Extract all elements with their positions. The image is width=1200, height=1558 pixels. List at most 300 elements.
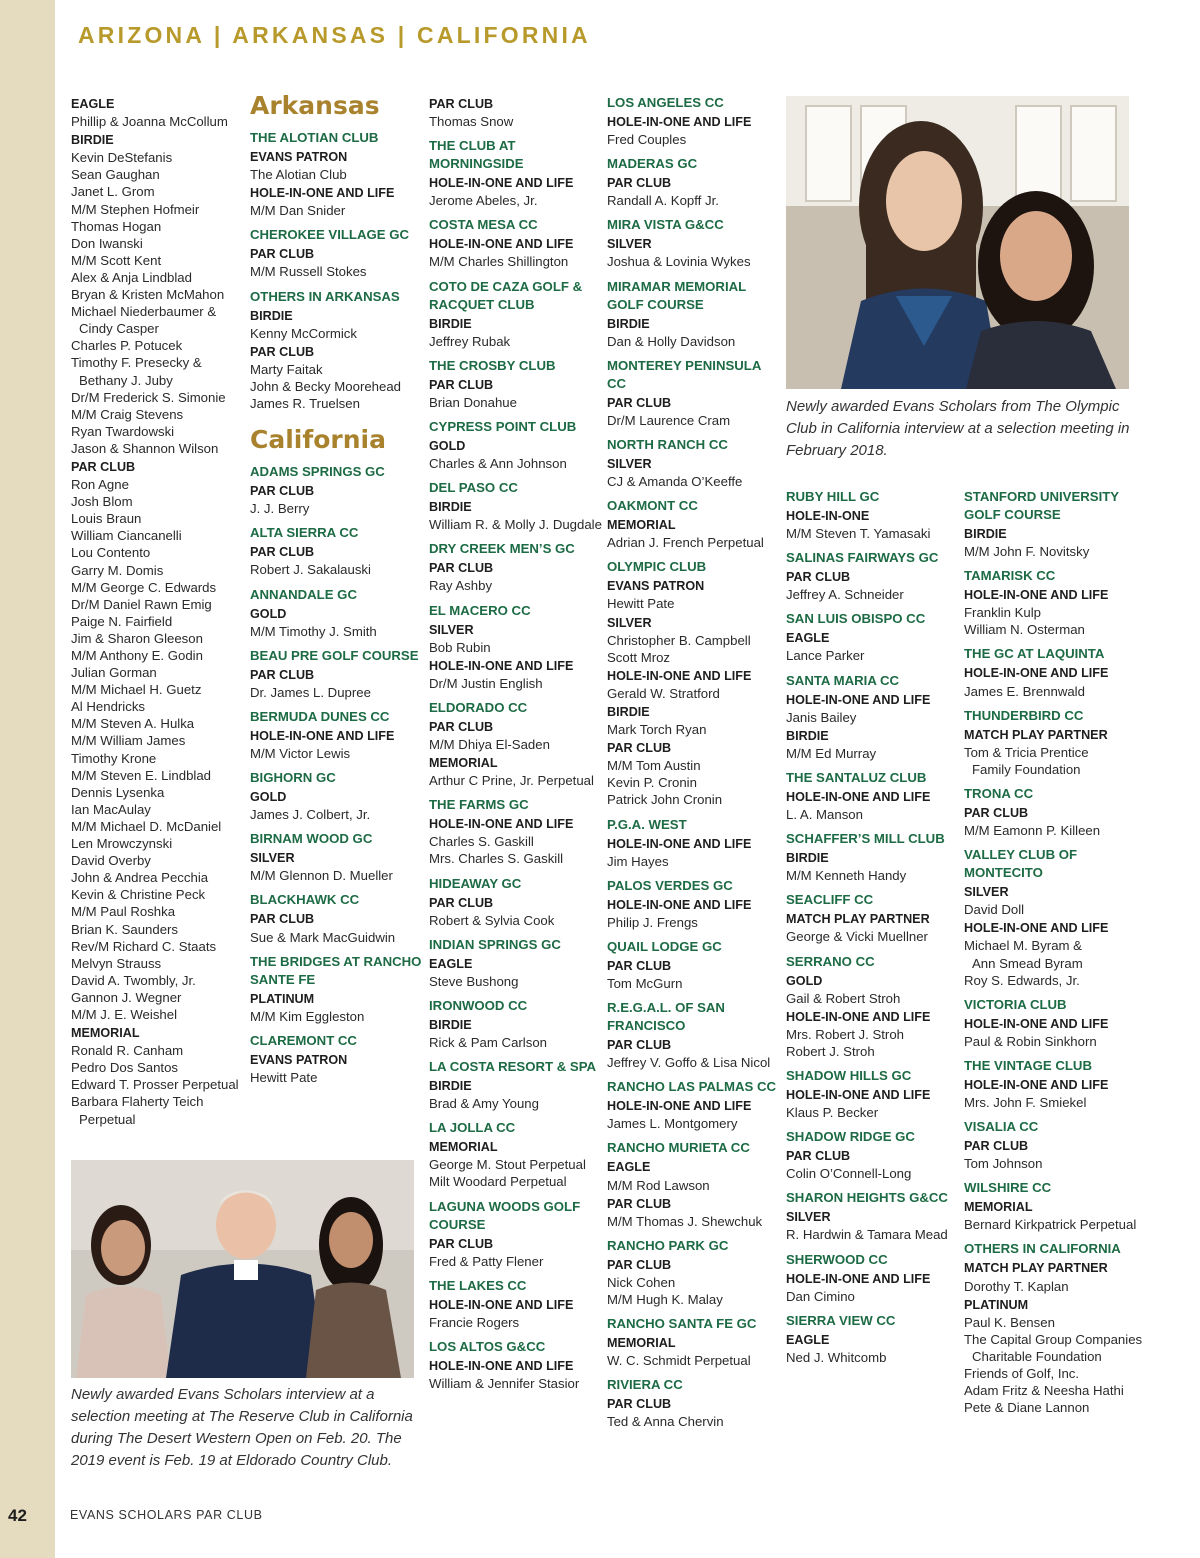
donor-name: Ned J. Whitcomb — [786, 1349, 887, 1365]
donor-name: M/M Russell Stokes — [250, 264, 367, 280]
club-name: STANFORD UNIVERSITY GOLF COURSE — [964, 489, 1119, 522]
donor-name: CJ & Amanda O’Keeffe — [607, 474, 743, 490]
club-name: ALTA SIERRA CC — [250, 525, 359, 541]
donor-name: Jim Hayes — [607, 853, 669, 869]
donor-name: Jeffrey A. Schneider — [786, 587, 904, 603]
giving-level-label: MATCH PLAY PARTNER — [786, 912, 930, 927]
donor-name: Timothy F. Presecky & — [71, 355, 202, 371]
club-name: SIERRA VIEW CC — [786, 1312, 896, 1328]
donor-name: Kevin P. Cronin — [607, 775, 697, 791]
donor-name: Ron Agne — [71, 477, 129, 493]
donor-name: J. J. Berry — [250, 501, 310, 517]
giving-level-label: SILVER — [429, 622, 474, 637]
donor-name-continued: Family Foundation — [972, 761, 1081, 777]
donor-name: Randall A. Kopff Jr. — [607, 193, 719, 209]
donor-name: Bob Rubin — [429, 639, 491, 655]
giving-level-label: PAR CLUB — [429, 895, 494, 910]
giving-level-label: PLATINUM — [964, 1297, 1029, 1312]
giving-level-label: MATCH PLAY PARTNER — [964, 727, 1108, 742]
giving-level-label: PAR CLUB — [250, 545, 315, 560]
club-name: BLACKHAWK CC — [250, 892, 360, 908]
donor-name: James J. Colbert, Jr. — [250, 807, 371, 823]
donor-name: Timothy Krone — [71, 750, 157, 766]
club-name: INDIAN SPRINGS GC — [429, 936, 561, 952]
donor-name: Mrs. Robert J. Stroh — [786, 1026, 904, 1042]
club-name: SCHAFFER’S MILL CLUB — [786, 831, 945, 847]
giving-level-label: BIRDIE — [429, 316, 472, 331]
donor-name: M/M Michael H. Guetz — [71, 682, 202, 698]
donor-name: L. A. Manson — [786, 807, 863, 823]
club-name: SAN LUIS OBISPO CC — [786, 611, 926, 627]
donor-name: Philip J. Frengs — [607, 914, 698, 930]
giving-level-label: EAGLE — [429, 956, 473, 971]
donor-name: Charles & Ann Johnson — [429, 456, 567, 472]
donor-name: Janis Bailey — [786, 709, 857, 725]
donor-name: Franklin Kulp — [964, 605, 1041, 621]
donor-name: R. Hardwin & Tamara Mead — [786, 1227, 948, 1243]
donor-name: Ronald R. Canham — [71, 1043, 184, 1059]
giving-level-label: HOLE-IN-ONE AND LIFE — [964, 1016, 1109, 1031]
giving-level-label: EVANS PATRON — [250, 150, 348, 164]
club-name: QUAIL LODGE GC — [607, 938, 722, 954]
donor-name: M/M Glennon D. Mueller — [250, 868, 393, 884]
giving-level-label: BIRDIE — [429, 1079, 472, 1094]
donor-name: Dr/M Daniel Rawn Emig — [71, 596, 212, 612]
donor-name: Rev/M Richard C. Staats — [71, 938, 217, 954]
donor-name: Hewitt Pate — [607, 596, 675, 612]
giving-level-label: BIRDIE — [786, 851, 829, 866]
donor-name: Patrick John Cronin — [607, 792, 723, 808]
donor-name: Thomas Snow — [429, 114, 514, 130]
club-name: COTO DE CAZA GOLF & RACQUET CLUB — [429, 278, 583, 312]
donor-name: M/M Hugh K. Malay — [607, 1292, 723, 1308]
club-name: BIRNAM WOOD GC — [250, 831, 373, 847]
giving-level-label: HOLE-IN-ONE AND LIFE — [964, 1077, 1109, 1092]
giving-level-label: MEMORIAL — [964, 1200, 1033, 1215]
olympic-club-photo-caption: Newly awarded Evans Scholars from The Olympic Club in California interview at a selection meeting in February 2018. — [786, 398, 1130, 459]
donor-name: Gail & Robert Stroh — [786, 990, 901, 1006]
donor-name: Jason & Shannon Wilson — [71, 440, 219, 456]
donor-name: Sue & Mark MacGuidwin — [250, 929, 396, 945]
club-name: HIDEAWAY GC — [429, 875, 522, 891]
donor-name: Paul K. Bensen — [964, 1314, 1055, 1330]
donor-name: John & Andrea Pecchia — [71, 870, 209, 886]
donor-name: George M. Stout Perpetual — [429, 1157, 586, 1173]
donor-name: William & Jennifer Stasior — [429, 1376, 580, 1392]
club-name: OTHERS IN CALIFORNIA — [964, 1241, 1121, 1257]
club-name: VISALIA CC — [964, 1119, 1039, 1135]
olympic-club-scholars-photo — [786, 96, 1129, 389]
donor-name: Nick Cohen — [607, 1274, 676, 1290]
giving-level-label: EVANS PATRON — [607, 579, 705, 594]
column-6 — [964, 488, 1143, 1416]
giving-level-label: GOLD — [786, 973, 823, 988]
donor-name: M/M J. E. Weishel — [71, 1006, 178, 1022]
giving-level-label: BIRDIE — [429, 500, 472, 515]
giving-level-label: PAR CLUB — [429, 377, 494, 392]
club-name: BIGHORN GC — [250, 770, 336, 786]
donor-name: Jim & Sharon Gleeson — [71, 630, 203, 646]
club-name: THUNDERBIRD CC — [964, 707, 1084, 723]
club-name: CLAREMONT CC — [250, 1032, 357, 1048]
donor-name: Bernard Kirkpatrick Perpetual — [964, 1217, 1137, 1233]
donor-name: Bryan & Kristen McMahon — [71, 287, 225, 303]
donor-name: Ted & Anna Chervin — [607, 1414, 724, 1430]
page-header-title: ARIZONA | ARKANSAS | CALIFORNIA — [78, 22, 591, 48]
club-name: RANCHO MURIETA CC — [607, 1140, 750, 1156]
giving-level-label: PLATINUM — [250, 991, 315, 1006]
donor-name: David Overby — [71, 853, 151, 869]
donor-name: John & Becky Moorehead — [250, 378, 402, 394]
donor-name: M/M Tom Austin — [607, 758, 701, 774]
donor-name: Dr/M Justin English — [429, 675, 543, 691]
donor-name: Mark Torch Ryan — [607, 722, 707, 738]
giving-level-label: SILVER — [250, 851, 295, 866]
giving-level-label: PAR CLUB — [607, 176, 672, 191]
giving-level-label: PAR CLUB — [786, 570, 851, 585]
reserve-club-scholars-photo — [71, 1160, 414, 1378]
club-name: ANNANDALE GC — [250, 586, 357, 602]
giving-level-label: HOLE-IN-ONE AND LIFE — [786, 789, 931, 804]
donor-name: William Ciancanelli — [71, 528, 182, 544]
donor-name: M/M Paul Roshka — [71, 904, 176, 920]
club-name: IRONWOOD CC — [429, 997, 528, 1013]
club-name: SHERWOOD CC — [786, 1251, 888, 1267]
donor-name: Dan Cimino — [786, 1288, 855, 1304]
state-heading: Arkansas — [250, 91, 380, 120]
donor-name: Melvyn Strauss — [71, 955, 162, 971]
club-name: LOS ALTOS G&CC — [429, 1338, 546, 1354]
donor-name: Dr. James L. Dupree — [250, 684, 371, 700]
club-name: SHADOW HILLS GC — [786, 1067, 912, 1083]
donor-name: Dr/M Laurence Cram — [607, 412, 731, 428]
giving-level-label: PAR CLUB — [429, 561, 494, 576]
donor-name: W. C. Schmidt Perpetual — [607, 1353, 751, 1369]
donor-name: M/M Eamonn P. Killeen — [964, 823, 1101, 839]
donor-name: M/M Dhiya El-Saden — [429, 736, 550, 752]
club-name: RUBY HILL GC — [786, 489, 880, 504]
giving-level-label: MEMORIAL — [429, 1140, 498, 1155]
donor-name-continued: Cindy Casper — [79, 321, 159, 337]
donor-name: Michael Niederbaumer & — [71, 304, 217, 320]
donor-name: The Alotian Club — [250, 167, 347, 183]
donor-name: Milt Woodard Perpetual — [429, 1174, 567, 1190]
giving-level-label: PAR CLUB — [429, 1236, 494, 1251]
club-name: RIVIERA CC — [607, 1377, 683, 1393]
donor-name: Kevin & Christine Peck — [71, 887, 206, 903]
donor-name: Charles S. Gaskill — [429, 834, 534, 850]
giving-level-label: PAR CLUB — [71, 459, 136, 474]
donor-name: Gerald W. Stratford — [607, 685, 720, 701]
giving-level-label: HOLE-IN-ONE AND LIFE — [786, 1009, 931, 1024]
club-name: LOS ANGELES CC — [607, 95, 724, 110]
giving-level-label: SILVER — [607, 237, 652, 252]
donor-name: Dan & Holly Davidson — [607, 333, 736, 349]
club-name: MIRAMAR MEMORIAL GOLF COURSE — [607, 278, 746, 312]
giving-level-label: BIRDIE — [607, 316, 650, 331]
column-3 — [429, 94, 601, 1392]
donor-name: Paul & Robin Sinkhorn — [964, 1033, 1097, 1049]
giving-level-label: EAGLE — [607, 1160, 651, 1175]
donor-name: David A. Twombly, Jr. — [71, 972, 196, 988]
donor-name: M/M John F. Novitsky — [964, 544, 1090, 560]
club-name: CHEROKEE VILLAGE GC — [250, 227, 409, 243]
club-name: P.G.A. WEST — [607, 816, 687, 832]
giving-level-label: MEMORIAL — [429, 756, 498, 771]
donor-name: Michael M. Byram & — [964, 938, 1082, 954]
donor-name: Sean Gaughan — [71, 167, 160, 183]
giving-level-label: HOLE-IN-ONE AND LIFE — [250, 728, 395, 743]
donor-name: Fred Couples — [607, 132, 687, 148]
donor-name: M/M Steven A. Hulka — [71, 716, 195, 732]
giving-level-label: EAGLE — [786, 631, 830, 646]
donor-name: Rick & Pam Carlson — [429, 1035, 547, 1050]
donor-name: James L. Montgomery — [607, 1116, 738, 1132]
donor-name: M/M Victor Lewis — [250, 745, 351, 761]
club-name: THE GC AT LAQUINTA — [964, 646, 1105, 662]
giving-level-label: PAR CLUB — [964, 805, 1029, 820]
club-name: LAGUNA WOODS GOLF COURSE — [429, 1198, 581, 1232]
donor-name: Pedro Dos Santos — [71, 1060, 179, 1076]
donor-name: M/M Michael D. McDaniel — [71, 818, 222, 834]
donor-name-continued: Ann Smead Byram — [972, 955, 1083, 971]
donor-name: James E. Brennwald — [964, 683, 1085, 699]
giving-level-label: PAR CLUB — [250, 667, 315, 682]
giving-level-label: SILVER — [964, 885, 1009, 900]
donor-name: M/M Steven E. Lindblad — [71, 767, 212, 783]
club-name: TRONA CC — [964, 785, 1034, 801]
donor-name: Hewitt Pate — [250, 1069, 318, 1085]
club-name: DEL PASO CC — [429, 480, 518, 496]
club-name: DRY CREEK MEN’S GC — [429, 541, 575, 557]
donor-name: The Capital Group Companies — [964, 1331, 1143, 1347]
donor-name: M/M Craig Stevens — [71, 406, 184, 422]
donor-name: Ray Ashby — [429, 578, 493, 594]
giving-level-label: SILVER — [607, 615, 652, 630]
giving-level-label: PAR CLUB — [607, 958, 672, 973]
donor-name: Robert J. Sakalauski — [250, 562, 371, 578]
page-number: 42 — [8, 1506, 27, 1525]
club-name: MADERAS GC — [607, 156, 698, 172]
publication-name: EVANS SCHOLARS PAR CLUB — [70, 1508, 263, 1522]
giving-level-label: BIRDIE — [786, 728, 829, 743]
donor-name: Tom McGurn — [607, 976, 683, 991]
club-name: CYPRESS POINT CLUB — [429, 418, 577, 434]
donor-name: Charles P. Potucek — [71, 338, 183, 354]
club-name: BERMUDA DUNES CC — [250, 708, 390, 724]
donor-name: Jerome Abeles, Jr. — [429, 193, 538, 209]
donor-name: William N. Osterman — [964, 622, 1085, 638]
giving-level-label: HOLE-IN-ONE AND LIFE — [964, 666, 1109, 681]
giving-level-label: PAR CLUB — [607, 1397, 672, 1412]
giving-level-label: PAR CLUB — [607, 741, 672, 756]
donor-name: Colin O’Connell-Long — [786, 1166, 912, 1182]
club-name: OAKMONT CC — [607, 498, 698, 514]
donor-name: Brian K. Saunders — [71, 921, 179, 937]
club-name: EL MACERO CC — [429, 602, 531, 618]
donor-name: M/M Dan Snider — [250, 203, 346, 219]
donor-name: Steve Bushong — [429, 973, 519, 989]
club-name: RANCHO LAS PALMAS CC — [607, 1079, 776, 1095]
club-name: R.E.G.A.L. OF SAN FRANCISCO — [607, 1000, 725, 1034]
giving-level-label: PAR CLUB — [250, 912, 315, 927]
donor-name: George & Vicki Muellner — [786, 929, 928, 945]
giving-level-label: HOLE-IN-ONE AND LIFE — [429, 176, 574, 191]
donor-name: Don Iwanski — [71, 235, 143, 251]
giving-level-label: BIRDIE — [250, 308, 293, 323]
giving-level-label: HOLE-IN-ONE AND LIFE — [607, 1099, 752, 1114]
donor-name: Francie Rogers — [429, 1314, 520, 1330]
club-name: PALOS VERDES GC — [607, 877, 733, 893]
club-name: SALINAS FAIRWAYS GC — [786, 550, 939, 566]
giving-level-label: HOLE-IN-ONE AND LIFE — [607, 668, 752, 683]
giving-level-label: MEMORIAL — [607, 1336, 676, 1351]
giving-level-label: HOLE-IN-ONE AND LIFE — [429, 658, 574, 673]
donor-name: Lance Parker — [786, 648, 865, 664]
donor-name-continued: Bethany J. Juby — [79, 372, 173, 388]
club-name: OLYMPIC CLUB — [607, 559, 707, 575]
giving-level-label: PAR CLUB — [964, 1139, 1029, 1154]
donor-name: Jeffrey Rubak — [429, 333, 511, 349]
donor-name-continued: Perpetual — [79, 1111, 136, 1127]
club-name: ELDORADO CC — [429, 699, 528, 715]
donor-name: M/M Steven T. Yamasaki — [786, 526, 931, 542]
club-name: MONTEREY PENINSULA CC — [607, 357, 761, 391]
club-name: SHARON HEIGHTS G&CC — [786, 1190, 948, 1206]
giving-level-label: HOLE-IN-ONE AND LIFE — [964, 921, 1109, 936]
donor-name: M/M William James — [71, 733, 186, 749]
giving-level-label: BIRDIE — [71, 133, 114, 148]
giving-level-label: EVANS PATRON — [250, 1052, 348, 1067]
donor-name: Arthur C Prine, Jr. Perpetual — [429, 773, 594, 789]
donor-name: M/M Rod Lawson — [607, 1177, 710, 1193]
donor-name: M/M Stephen Hofmeir — [71, 201, 200, 217]
column-1 — [71, 94, 243, 1128]
giving-level-label: HOLE-IN-ONE AND LIFE — [786, 1087, 931, 1102]
club-name: THE LAKES CC — [429, 1277, 527, 1293]
donor-name: Tom Johnson — [964, 1156, 1043, 1172]
state-heading: California — [250, 425, 386, 455]
giving-level-label: SILVER — [607, 456, 652, 471]
donor-name: Kevin DeStefanis — [71, 150, 173, 166]
club-name: OTHERS IN ARKANSAS — [250, 288, 400, 304]
column-5 — [786, 488, 958, 1366]
donor-name: Christopher B. Campbell — [607, 632, 751, 648]
donor-name: Garry M. Domis — [71, 562, 164, 578]
club-name: SANTA MARIA CC — [786, 672, 900, 688]
donor-name: Julian Gorman — [71, 665, 157, 681]
giving-level-label: PAR CLUB — [607, 1196, 672, 1211]
giving-level-label: HOLE-IN-ONE AND LIFE — [429, 1297, 574, 1312]
donor-name: M/M Kenneth Handy — [786, 868, 907, 884]
donor-name: James R. Truelsen — [250, 396, 360, 412]
giving-level-label: PAR CLUB — [607, 1257, 672, 1272]
club-name: RANCHO PARK GC — [607, 1237, 729, 1253]
giving-level-label: HOLE-IN-ONE AND LIFE — [429, 817, 574, 832]
giving-level-label: MATCH PLAY PARTNER — [964, 1261, 1108, 1276]
donor-name: Paige N. Fairfield — [71, 613, 173, 629]
giving-level-label: PAR CLUB — [250, 484, 315, 499]
donor-name: M/M Anthony E. Godin — [71, 648, 203, 663]
donor-name: Al Hendricks — [71, 699, 146, 715]
club-name: THE ALOTIAN CLUB — [250, 130, 379, 145]
donor-name: Roy S. Edwards, Jr. — [964, 972, 1080, 988]
donor-name: M/M George C. Edwards — [71, 579, 217, 595]
donor-name: M/M Timothy J. Smith — [250, 623, 377, 639]
giving-level-label: PAR CLUB — [786, 1149, 851, 1164]
giving-level-label: HOLE-IN-ONE AND LIFE — [607, 897, 752, 912]
giving-level-label: HOLE-IN-ONE AND LIFE — [786, 1271, 931, 1286]
donor-name: M/M Scott Kent — [71, 252, 162, 268]
giving-level-label: HOLE-IN-ONE AND LIFE — [607, 115, 752, 129]
donor-name: Josh Blom — [71, 494, 133, 510]
giving-level-label: BIRDIE — [429, 1017, 472, 1032]
donor-name: Fred & Patty Flener — [429, 1253, 544, 1269]
donor-name: William R. & Molly J. Dugdale — [429, 517, 602, 533]
donor-name: Len Mrowczynski — [71, 836, 173, 852]
donor-name: Dorothy T. Kaplan — [964, 1278, 1069, 1294]
club-name: THE CROSBY CLUB — [429, 357, 556, 373]
donor-name: Dennis Lysenka — [71, 784, 165, 800]
donor-name: Jeffrey V. Goffo & Lisa Nicol — [607, 1055, 771, 1071]
giving-level-label: GOLD — [429, 438, 466, 453]
club-name: SERRANO CC — [786, 953, 875, 969]
donor-name: Marty Faitak — [250, 361, 323, 377]
giving-level-label: MEMORIAL — [607, 518, 676, 533]
giving-level-label: GOLD — [250, 606, 287, 621]
donor-name: Adrian J. French Perpetual — [607, 535, 764, 551]
donor-name: Louis Braun — [71, 511, 142, 527]
donor-name: Thomas Hogan — [71, 218, 162, 234]
donor-name: Phillip & Joanna McCollum — [71, 114, 228, 130]
giving-level-label: PAR CLUB — [607, 1038, 672, 1053]
club-name: MIRA VISTA G&CC — [607, 217, 724, 233]
giving-level-label: PAR CLUB — [250, 344, 315, 359]
club-name: TAMARISK CC — [964, 568, 1056, 584]
donor-name: M/M Thomas J. Shewchuk — [607, 1213, 763, 1229]
side-band — [0, 0, 55, 1558]
giving-level-label: PAR CLUB — [429, 97, 494, 111]
donor-name: Mrs. Charles S. Gaskill — [429, 851, 564, 867]
donor-name: Brian Donahue — [429, 394, 517, 410]
giving-level-label: HOLE-IN-ONE AND LIFE — [964, 588, 1109, 603]
club-name: VALLEY CLUB OF MONTECITO — [964, 847, 1078, 881]
donor-name: Dr/M Frederick S. Simonie — [71, 389, 226, 405]
donor-name: Edward T. Prosser Perpetual — [71, 1077, 239, 1093]
giving-level-label: BIRDIE — [964, 527, 1007, 541]
club-name: VICTORIA CLUB — [964, 996, 1067, 1012]
giving-level-label: PAR CLUB — [607, 395, 672, 410]
giving-level-label: PAR CLUB — [250, 247, 315, 262]
donor-name: Tom & Tricia Prentice — [964, 744, 1089, 760]
club-name: NORTH RANCH CC — [607, 436, 728, 452]
donor-name: Robert J. Stroh — [786, 1043, 875, 1059]
giving-level-label: HOLE-IN-ONE — [786, 509, 870, 523]
donor-name: Ian MacAulay — [71, 801, 151, 817]
donor-name: Friends of Golf, Inc. — [964, 1366, 1080, 1381]
donor-name: Janet L. Grom — [71, 184, 155, 200]
donor-name: Lou Contento — [71, 545, 151, 561]
giving-level-label: EAGLE — [786, 1332, 830, 1347]
column-4 — [607, 94, 779, 1431]
donor-name: M/M Kim Eggleston — [250, 1008, 365, 1024]
club-name: THE BRIDGES AT RANCHO SANTE FE — [250, 953, 422, 987]
donor-name: Alex & Anja Lindblad — [71, 269, 192, 285]
giving-level-label: HOLE-IN-ONE AND LIFE — [429, 1358, 574, 1373]
club-name: THE VINTAGE CLUB — [964, 1057, 1092, 1073]
column-2 — [250, 90, 422, 1086]
donor-name: Joshua & Lovinia Wykes — [607, 254, 751, 270]
